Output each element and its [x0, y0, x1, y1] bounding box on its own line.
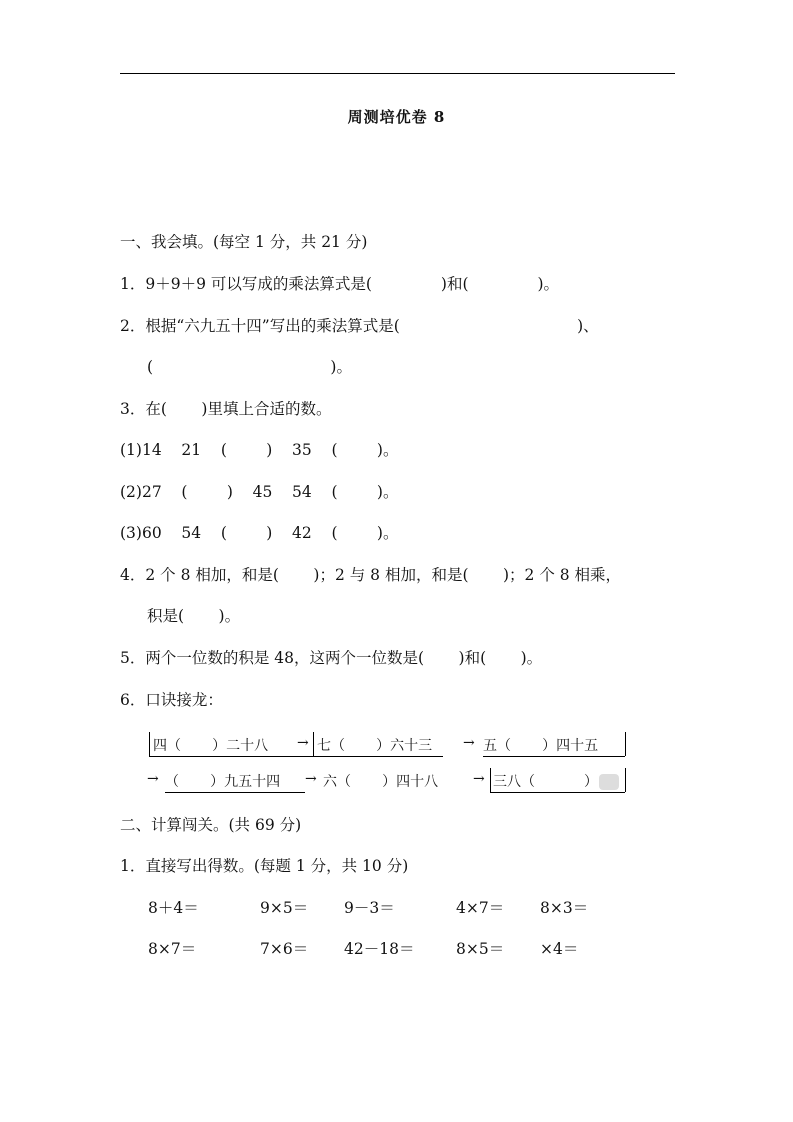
- question-6: 6．口诀接龙：: [120, 691, 223, 709]
- calc-item: 8×3＝: [540, 899, 589, 917]
- question-3-part-3: (3)60 54 ( ) 42 ( )。: [120, 524, 399, 542]
- question-3-part-2: (2)27 ( ) 45 54 ( )。: [120, 483, 399, 501]
- calc-item: 9－3＝: [344, 899, 395, 917]
- question-3-part-1: (1)14 21 ( ) 35 ( )。: [120, 441, 399, 459]
- chain-arrow: →: [463, 735, 475, 751]
- chain-item-3: 五（ ）四十五: [483, 738, 599, 754]
- calc-item: 4×7＝: [456, 899, 505, 917]
- question-2-line-2: ( )。: [147, 358, 352, 376]
- chain-box-edge: [313, 732, 314, 756]
- calc-item: 9×5＝: [260, 899, 309, 917]
- chain-box-edge: [625, 732, 626, 756]
- calc-item: ×4＝: [540, 940, 579, 958]
- question-4-line-1: 4．2 个 8 相加，和是( )；2 与 8 相加，和是( )；2 个 8 相乘，: [120, 566, 622, 584]
- chant-chain-row-1: [147, 732, 637, 758]
- calc-item: 7×6＝: [260, 940, 309, 958]
- calc-item: 8＋4＝: [148, 899, 199, 917]
- question-3: 3．在( )里填上合适的数。: [120, 400, 332, 418]
- section1-heading: 一、我会填。(每空 1 分，共 21 分): [120, 233, 368, 251]
- question-2-line-1: 2．根据“六九五十四”写出的乘法算式是( )、: [120, 317, 599, 335]
- chain-box-edge: [625, 768, 626, 792]
- chain-arrow: →: [305, 771, 317, 787]
- smudge-mark: [599, 774, 619, 790]
- chain-item-4: （ ）九五十四: [165, 774, 281, 790]
- chain-item-6: 三八（ ）: [493, 774, 598, 790]
- calc-item: 8×5＝: [456, 940, 505, 958]
- section2-question-1: 1．直接写出得数。(每题 1 分，共 10 分): [120, 857, 409, 875]
- calc-item: 42－18＝: [344, 940, 415, 958]
- question-4-line-2: 积是( )。: [147, 607, 241, 625]
- page-title: 周测培优卷 8: [347, 108, 446, 126]
- chain-arrow: →: [473, 771, 485, 787]
- header-rule: [120, 73, 675, 74]
- section2-heading: 二、计算闯关。(共 69 分): [120, 816, 302, 834]
- chain-item-1: 四（ ）二十八: [153, 738, 269, 754]
- question-1: 1．9＋9＋9 可以写成的乘法算式是( )和( )。: [120, 275, 560, 293]
- chain-arrow: →: [297, 735, 309, 751]
- calc-item: 8×7＝: [148, 940, 197, 958]
- chain-item-2: 七（ ）六十三: [317, 738, 433, 754]
- chain-arrow: →: [147, 771, 159, 787]
- chain-item-5: 六（ ）四十八: [323, 774, 439, 790]
- chant-chain-row-2: [147, 768, 637, 794]
- question-5: 5．两个一位数的积是 48，这两个一位数是( )和( )。: [120, 649, 543, 667]
